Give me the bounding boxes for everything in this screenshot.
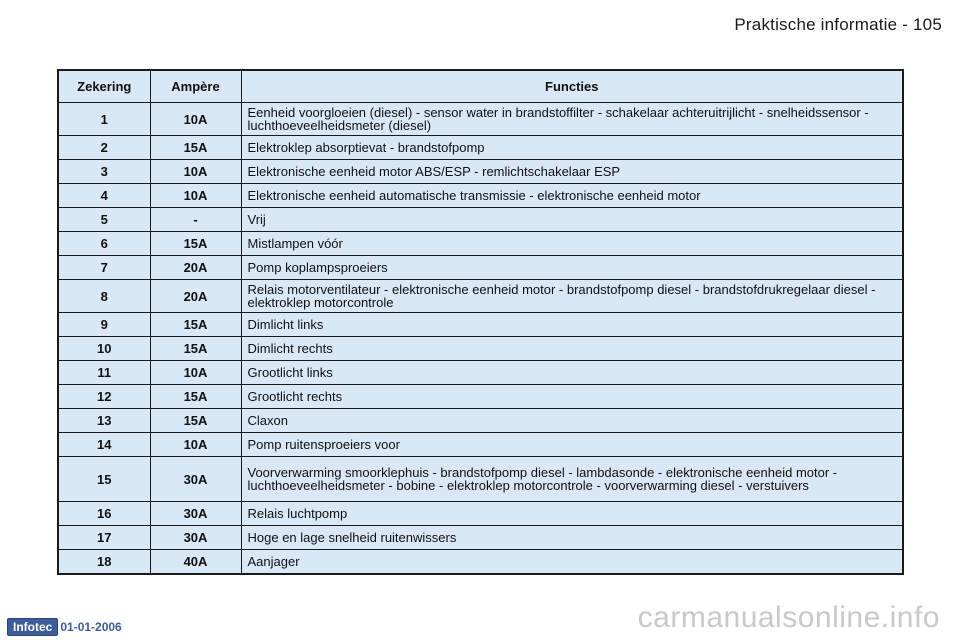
fuse-ampere: 20A (150, 256, 241, 280)
table-row (58, 313, 903, 337)
fuse-functions: Grootlicht links (241, 361, 903, 385)
table-row (58, 136, 903, 160)
fuse-functions: Dimlicht rechts (241, 337, 903, 361)
column-header-functions: Functies (241, 70, 903, 103)
fuse-functions: Eenheid voorgloeien (diesel) - sensor water in brandstoffilter - schakelaar achteruitrijlicht - snelheidssensor - luchthoeveelheidsmeter (diesel) (241, 103, 903, 136)
fuse-ampere: 15A (150, 409, 241, 433)
table-row (58, 103, 903, 136)
fuse-number: 8 (58, 280, 150, 313)
fuse-ampere: 40A (150, 550, 241, 575)
fuse-ampere: 15A (150, 136, 241, 160)
fuse-ampere: - (150, 208, 241, 232)
fuse-functions: Pomp ruitensproeiers voor (241, 433, 903, 457)
fuse-number: 10 (58, 337, 150, 361)
fuse-ampere: 10A (150, 184, 241, 208)
header-row (58, 70, 903, 103)
fuse-functions: Elektroklep absorptievat - brandstofpomp (241, 136, 903, 160)
fuse-number: 11 (58, 361, 150, 385)
column-header-fuse: Zekering (58, 70, 150, 103)
table-row (58, 385, 903, 409)
fuse-functions: Elektronische eenheid motor ABS/ESP - remlichtschakelaar ESP (241, 160, 903, 184)
fuse-number: 12 (58, 385, 150, 409)
table-row (58, 526, 903, 550)
table-row (58, 409, 903, 433)
fuse-number: 13 (58, 409, 150, 433)
fuse-table (57, 69, 904, 575)
fuse-functions: Pomp koplampsproeiers (241, 256, 903, 280)
watermark: carmanualsonline.info (637, 601, 940, 634)
fuse-functions: Aanjager (241, 550, 903, 575)
fuse-number: 15 (58, 457, 150, 502)
fuse-functions: Voorverwarming smoorklephuis - brandstofpomp diesel - lambdasonde - elektronische eenheid motor - luchthoeveelheidsmeter - bobine - elektroklep motorcontrole - voorverwarming diesel - verstuivers (241, 457, 903, 502)
fuse-number: 9 (58, 313, 150, 337)
fuse-functions: Grootlicht rechts (241, 385, 903, 409)
table-row (58, 208, 903, 232)
fuse-number: 16 (58, 502, 150, 526)
table-row (58, 457, 903, 502)
fuse-ampere: 15A (150, 313, 241, 337)
fuse-ampere: 10A (150, 103, 241, 136)
table-row (58, 433, 903, 457)
fuse-number: 2 (58, 136, 150, 160)
fuse-number: 14 (58, 433, 150, 457)
column-header-ampere: Ampère (150, 70, 241, 103)
table-body (58, 103, 903, 575)
fuse-functions: Hoge en lage snelheid ruitenwissers (241, 526, 903, 550)
fuse-ampere: 15A (150, 232, 241, 256)
fuse-functions: Relais luchtpomp (241, 502, 903, 526)
infotec-badge: Infotec (7, 618, 58, 636)
fuse-number: 17 (58, 526, 150, 550)
fuse-functions: Claxon (241, 409, 903, 433)
table-row (58, 160, 903, 184)
footer (7, 618, 122, 636)
fuse-ampere: 10A (150, 160, 241, 184)
fuse-functions: Elektronische eenheid automatische transmissie - elektronische eenheid motor (241, 184, 903, 208)
table-row (58, 502, 903, 526)
fuse-number: 4 (58, 184, 150, 208)
fuse-ampere: 15A (150, 385, 241, 409)
table-row (58, 550, 903, 575)
fuse-number: 3 (58, 160, 150, 184)
fuse-ampere: 15A (150, 337, 241, 361)
fuse-functions: Relais motorventilateur - elektronische eenheid motor - brandstofpomp diesel - brandstofdrukregelaar diesel - elektroklep motorcontrole (241, 280, 903, 313)
fuse-number: 5 (58, 208, 150, 232)
fuse-ampere: 30A (150, 457, 241, 502)
page-title: Praktische informatie - 105 (734, 15, 942, 34)
fuse-ampere: 10A (150, 433, 241, 457)
fuse-number: 6 (58, 232, 150, 256)
table-row (58, 184, 903, 208)
fuse-ampere: 10A (150, 361, 241, 385)
fuse-ampere: 20A (150, 280, 241, 313)
fuse-ampere: 30A (150, 526, 241, 550)
table-row (58, 361, 903, 385)
fuse-number: 7 (58, 256, 150, 280)
table-row (58, 256, 903, 280)
table-header (58, 70, 903, 103)
fuse-number: 18 (58, 550, 150, 575)
table-row (58, 337, 903, 361)
fuse-functions: Dimlicht links (241, 313, 903, 337)
table-row (58, 232, 903, 256)
footer-date: 01-01-2006 (60, 620, 122, 634)
table-row (58, 280, 903, 313)
fuse-functions: Vrij (241, 208, 903, 232)
fuse-functions: Mistlampen vóór (241, 232, 903, 256)
fuse-ampere: 30A (150, 502, 241, 526)
fuse-number: 1 (58, 103, 150, 136)
